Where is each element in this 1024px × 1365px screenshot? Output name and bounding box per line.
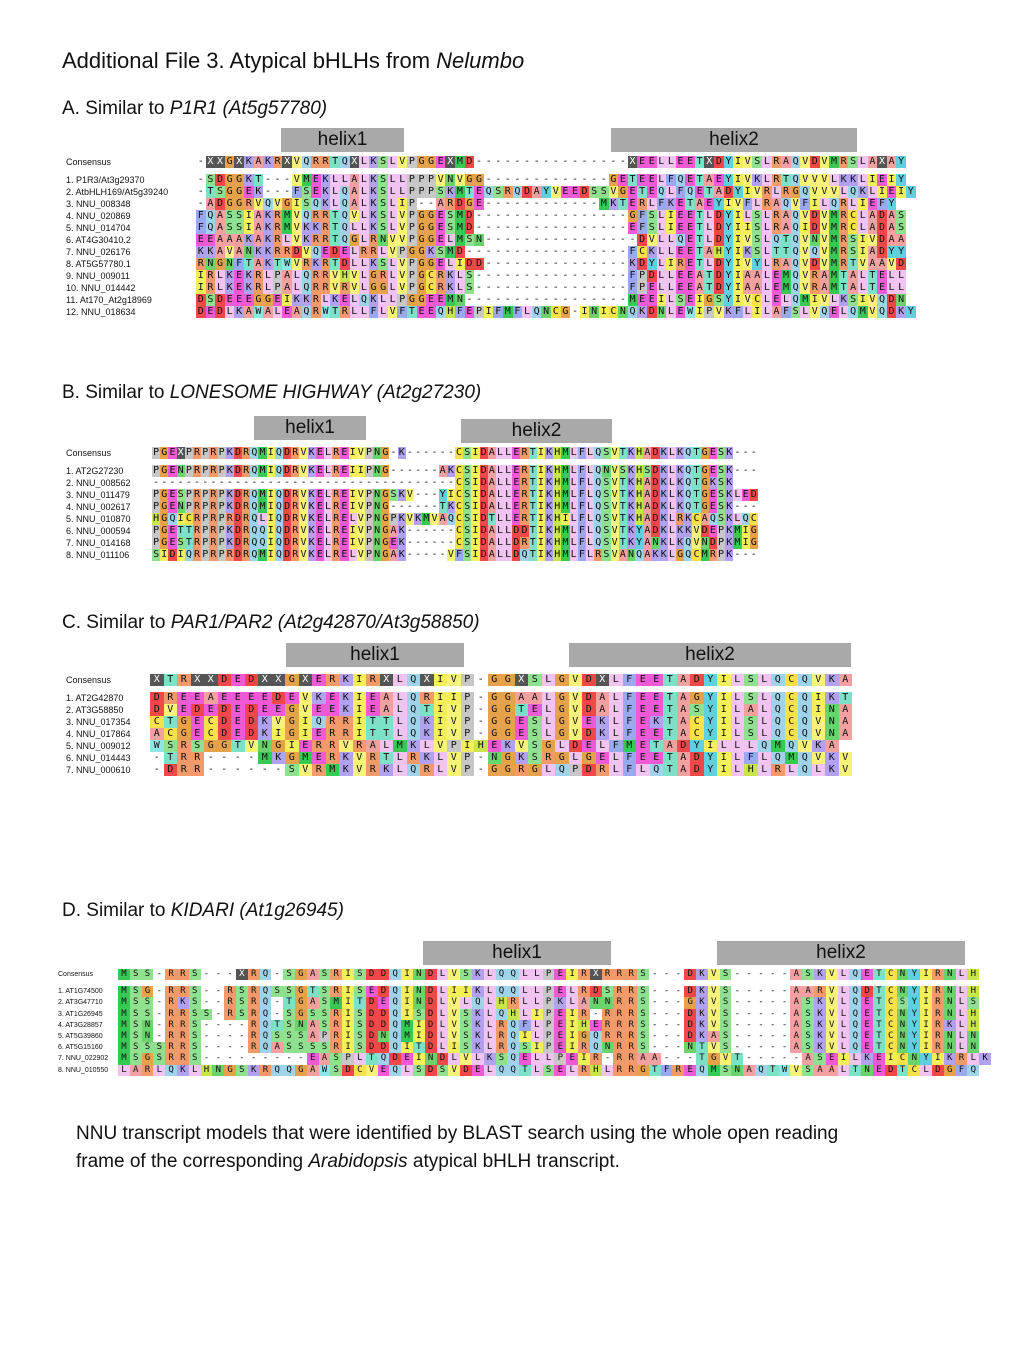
sequence-label: 9. NNU_009011 <box>66 271 130 281</box>
section-d-helix2-bar: helix2 <box>717 941 965 965</box>
consensus-row <box>66 156 916 168</box>
aligned-sequence: P G E T T R P R P K D R Q Q I Q D R V K E L R E I V P N G A K - - - - - - C S I D A L L D D T I K H M L F L Q S V T K Y A D K L K K V D E P K M I G <box>153 525 757 536</box>
sequence-row <box>66 477 758 489</box>
sequence-label: 6. NNU_000594 <box>66 526 131 536</box>
aligned-sequence: M S S - R K S - - R S R Q - T G A S M I T D E Q I N D L V L Q L H R L L P K L A N N R R S - - - G K V S - - - - - A S K V L Q E T C S Y I R N L S <box>118 997 979 1008</box>
sequence-label: 5. AT5G39860 <box>58 1033 103 1041</box>
sequence-label: 3. NNU_011479 <box>66 490 130 500</box>
aligned-sequence: D E D L K A W A L E A Q R W T R L L F L V F T E E Q H F E P I F M F L Q N C G - I N I C N Q K D N L E W I P V K F L I L A F S L V Q E L Q M V Q D K Y <box>197 306 914 317</box>
aligned-sequence: D R E E A E E E E D E V K E K I E A L Q R I I P - G G A A L G V D A L F E E T A G Y I L S L Q C Q I K T <box>150 692 852 704</box>
page-title-prefix: Additional File 3. Atypical bHLHs from <box>62 48 437 73</box>
sequence-label: 5. NNU_009012 <box>66 741 131 751</box>
sequence-label: 6. AT4G30410.2 <box>66 235 131 245</box>
consensus-sequence: - X X G X K A K R X V Q R R T Q X L K S L V P G G E X M D - - - - - - - - - - - - - - - - X E E L L E E T X D Y I V S L R A Q V D V M R S L A X A Y <box>197 156 905 167</box>
aligned-sequence: - D R R - - - - - - S V R M K V R K L Q R L V P - G G R G L Q P D R L F L Q T A D Y I L H L R L Q L K V <box>150 764 852 776</box>
sequence-label: 7. NNU_026176 <box>66 247 131 257</box>
sequence-row <box>66 174 916 186</box>
section-c-heading-gene: PAR1/PAR2 (At2g42870/At3g58850) <box>170 612 480 633</box>
aligned-sequence: P G E N P R P R P K D R Q M I Q D R V K E L R E I I P N G - - - - - - A K C S I D A L L E R T I K H M L F L Q N V S K H S D K L K Q T G E S K - - - <box>153 465 757 476</box>
page-title <box>62 48 524 74</box>
sequence-label: 2. AT3G47710 <box>58 999 103 1007</box>
aligned-sequence: I R L K E K R L P A L Q R R V R V L G G L V P G C R K L S - - - - - - - - - - - - - - - - F P E L L E E A T D Y I A A L E M Q V R A M T A L T E L L <box>197 282 905 293</box>
sequence-label: 6. NNU_014443 <box>66 753 131 763</box>
section-c-heading-prefix: C. Similar to <box>62 612 171 633</box>
sequence-row <box>66 234 916 246</box>
sequence-label: 8. NNU_010550 <box>58 1066 109 1074</box>
sequence-row <box>58 1053 991 1064</box>
sequence-row <box>66 282 916 294</box>
section-c-alignment <box>66 674 852 776</box>
sequence-row <box>66 222 916 234</box>
sequence-label: 5. NNU_010870 <box>66 514 131 524</box>
aligned-sequence: F Q A S S I A K R M V Q R R T Q V L K S L V P G G E S M D - - - - - - - - - - - - - - - - G F S L I E E T L D Y I L S L R A Q V D V M R C L A D A S <box>197 210 905 221</box>
aligned-sequence: - S D G G K T - - - V M E K L L A L K S L L P P P V N V G G - - - - - - - - - - - - - G E T E E L F Q E T A E Y I V K L R T Q V V V L K K L I E I Y <box>197 174 905 185</box>
aligned-sequence: D S D E E E G G E I K K R L K E L Q K L L P G G E E M N - - - - - - - - - - - - - - - - - M E E I L S E I G S Y I V C L E L Q M I V L K S I V Q D N <box>197 294 905 305</box>
sequence-row <box>66 752 852 764</box>
sequence-row <box>58 986 991 997</box>
section-b-helix2-bar: helix2 <box>461 419 612 443</box>
sequence-label: 1. P1R3/At3g29370 <box>66 175 145 185</box>
aligned-sequence: M S S S R R S - - - - R Q A S S S S R I S D D Q I T D L I S K L R Q S I P E I R Q N R R S - - - N T V S - - - - - A S K V L Q E T C N Y I R N L N <box>118 1042 979 1053</box>
aligned-sequence: R N G N F T A K T W V R K R T D L L K S L V P G G E L I D D - - - - - - - - - - - - - - - K D Y L I R E T L D Y I V Y L R A Q V D V M R T V A A V D <box>197 258 905 269</box>
sequence-label: 7. NNU_000610 <box>66 765 131 775</box>
aligned-sequence: P G E N P R P R P K D R Q M I Q D R V K E L R E I V P N G - - - - - - T K C S I D A L L E R T I K H M L F L Q S V T K H A D K L K Q T G E S K - - - <box>153 501 757 512</box>
sequence-row <box>66 728 852 740</box>
section-a-heading-prefix: A. Similar to <box>62 98 170 119</box>
sequence-row <box>66 258 916 270</box>
section-a-heading-gene: P1R1 (At5g57780) <box>169 98 328 119</box>
section-a-heading <box>62 98 327 120</box>
consensus-label: Consensus <box>66 448 112 458</box>
aligned-sequence: I R L K E K R L P A L Q R R V H V L G R L V P G C R K L S - - - - - - - - - - - - - - - - F P D L L E E A T D Y I A A L E M Q V R A M T A L T E L L <box>197 270 905 281</box>
consensus-label: Consensus <box>66 157 112 167</box>
sequence-label: 12. NNU_018634 <box>66 307 136 317</box>
section-c-helix2-bar: helix2 <box>569 643 851 667</box>
sequence-label: 10. NNU_014442 <box>66 283 136 293</box>
aligned-sequence: - A D G G R V Q V G I S Q K L Q A L K S L I P - - A R D G E - - - - - - - - - - - - M K T E R L F K E T A E Y I V F L R A Q V F I L Q R L I E F Y <box>197 198 895 209</box>
sequence-label: 7. NNU_022902 <box>58 1055 109 1063</box>
section-b-helix1-bar: helix1 <box>254 416 366 440</box>
sequence-label: 8. AT5G57780.1 <box>66 259 131 269</box>
footnote-line-2-prefix: frame of the corresponding <box>76 1151 309 1172</box>
sequence-row <box>66 537 758 549</box>
sequence-row <box>66 549 758 561</box>
sequence-row <box>66 465 758 477</box>
consensus-sequence: X T R X X D E D X X G X E R K I R X L Q X I V P - G G X S L G V D X L F E E T A D Y I L S L Q C Q V K A <box>150 674 852 686</box>
section-b-heading-prefix: B. Similar to <box>62 382 170 403</box>
aligned-sequence: F Q A S S I A K R M V K K R T Q L L K S L V P G G E S M D - - - - - - - - - - - - - - - - E F S L I E E T L D Y I I S L R A Q I D V M R C L A D A S <box>197 222 905 233</box>
aligned-sequence: - - - - - - - - - - - - - - - - - - - - - - - - - - - - - - - - - - - - - C S I D A L L E R T I K H M L F L Q S V T K H A D K L K Q T G K S K <box>153 477 733 488</box>
sequence-row <box>66 246 916 258</box>
section-c-heading <box>62 612 480 634</box>
sequence-row <box>66 525 758 537</box>
aligned-sequence: M S G - R R S - - R S R Q S S G T S R I S E D Q I N D L I I K L Q Q L L P E L R D S R R S - - - D K V S - - - - - A A R V L Q D T C N Y I R N L H <box>118 986 979 997</box>
sequence-label: 3. AT1G26945 <box>58 1010 103 1018</box>
footnote-line-2-suffix: atypical bHLH transcript. <box>407 1151 620 1172</box>
section-a-helix1-bar: helix1 <box>281 128 404 152</box>
sequence-row <box>66 489 758 501</box>
footnote-line-1: NNU transcript models that were identified by BLAST search using the whole open reading <box>76 1123 839 1144</box>
sequence-row <box>66 198 916 210</box>
sequence-row <box>66 740 852 752</box>
sequence-row <box>58 1031 991 1042</box>
sequence-label: 6. AT5G15160 <box>58 1044 103 1052</box>
section-d-heading <box>62 900 344 922</box>
sequence-label: 1. AT2G42870 <box>66 693 124 703</box>
aligned-sequence: - T S G G E K - - - F S E K L Q A L K S L L P P P S K M T E Q S R Q D A Y V E E D S S V G E T E Q L F Q E T A D Y I V R L R G Q V V V L Q K L I E I Y <box>197 186 914 197</box>
sequence-label: 3. NNU_008348 <box>66 199 131 209</box>
consensus-row <box>66 447 758 459</box>
footnote-line-2 <box>76 1148 956 1176</box>
footnote-line-2-genus: Arabidopsis <box>308 1151 408 1172</box>
sequence-row <box>58 997 991 1008</box>
aligned-sequence: M S N - R R S - - - - R Q T S N A S R I S D D Q M I D L V S K L R Q F L P E I H E R R R S - - - D K V S - - - - - A S K V L Q E T C N Y I R K L H <box>118 1020 979 1031</box>
consensus-sequence: M S S - R R S - - - X R Q - S G A S R I S D D Q I N D L V S K L Q Q L L P E I R X R R R S - - - D K V S - - - - - A S K V L Q E T C N Y I R N L H <box>118 969 979 980</box>
section-d-alignment <box>58 969 991 1076</box>
aligned-sequence: S I D I Q R P R P R D R Q M I Q D R V K E L R E L V P N G A K - - - - - V F S I D A L L D Q T I K H M L F L R S V A N Q A K K L G Q C M R P K - - - <box>153 549 757 560</box>
section-d-heading-gene: KIDARI (At1g26945) <box>170 900 344 921</box>
sequence-row <box>66 186 916 198</box>
sequence-label: 2. AtbHLH169/At5g39240 <box>66 187 169 197</box>
section-a-helix2-bar: helix2 <box>611 128 857 152</box>
sequence-row <box>66 210 916 222</box>
aligned-sequence: K K A V A N K K R R D V Q E D E L R R L V P G G K S M D - - - - - - - - - - - - - - - - - F C K L L E E T A H Y I K S L T T Q V Q V M R S I A D Y Y <box>197 246 905 257</box>
sequence-label: 11. At170_At2g18969 <box>66 295 152 305</box>
sequence-row <box>66 294 916 306</box>
sequence-label: 1. AT2G27230 <box>66 466 124 476</box>
sequence-label: 2. AT3G58850 <box>66 705 124 715</box>
sequence-row <box>58 1020 991 1031</box>
sequence-row <box>66 692 852 704</box>
sequence-row <box>66 704 852 716</box>
consensus-row <box>66 674 852 686</box>
section-a-alignment <box>66 156 916 318</box>
section-d-helix1-bar: helix1 <box>423 941 611 965</box>
sequence-label: 1. AT1G74500 <box>58 988 103 996</box>
aligned-sequence: M S N - R R S - - - - R Q S S S A P R I S D N Q M I D L V S K L R Q I L P E I G Q R R R S - - - D K A S - - - - - A S K V L Q E T C N Y I R N L N <box>118 1031 979 1042</box>
footnote <box>76 1120 956 1176</box>
sequence-row <box>58 1009 991 1020</box>
section-b-alignment <box>66 447 758 561</box>
sequence-label: 7. NNU_014168 <box>66 538 131 548</box>
sequence-label: 4. AT3G28857 <box>58 1021 103 1029</box>
sequence-label: 4. NNU_017864 <box>66 729 131 739</box>
aligned-sequence: C T G E C D E D K V G I Q R R I T T L Q K I V P - G G E S L G V E K L F E K T A C Y I L S L Q C Q V N A <box>150 716 852 728</box>
aligned-sequence: D V E D E D E D E E G V E E K I E A L Q T I V P - G G T E L G V D A L F E E T A S Y I L A L Q C Q I N A <box>150 704 852 716</box>
aligned-sequence: P G E S T R P R P K D R Q Q I Q D R V K E L R E I V P N G E K - - - - - - C S I D A L L D R T I K H M L F L Q S V T K Y A N K L K Q V N D P K M I G <box>153 537 757 548</box>
page-title-genus: Nelumbo <box>436 48 525 73</box>
aligned-sequence: M S G S R R S - - - - - - - - - E A S P L T Q D E I N D L V L K S Q E L L P E I R - R R A A - - - T G V T - - - - - A S E I L K E I C N Y I K R L K <box>118 1053 991 1064</box>
sequence-label: 4. NNU_020869 <box>66 211 131 221</box>
consensus-sequence: P G E X P R P R P K D R Q M I Q D R V K E L R E I V P N G - K - - - - - - C S I D A L L E R T I K H M L F L Q S V T K H A D K L K Q T G E S K - - - <box>153 447 757 458</box>
aligned-sequence: L A R L Q K L H N G S K R Q Q G A W S D C V E Q L S D S V D E L Q Q T L S E L R H L R R G T F R E Q M S N A Q T W V S A A L T N E D T C L D G F Q <box>118 1065 979 1076</box>
aligned-sequence: H G Q I C R P R P R D R Q L I Q D R V K E L R E L V P N G P K V K M V A Q C S I D T L L E R T I K H I L F L Q S V T K H A D K L R K C A Q S K L Q C <box>153 513 757 524</box>
sequence-row <box>58 1042 991 1053</box>
section-b-heading <box>62 382 481 404</box>
aligned-sequence: W S R S G G T V N G I E R R V R A L M K L V P I H E K V S G L D E L F M E T A D Y I L L L Q M Q V K A <box>150 740 839 752</box>
sequence-row <box>66 306 916 318</box>
sequence-row <box>66 764 852 776</box>
sequence-row <box>58 1065 991 1076</box>
consensus-row <box>58 969 991 980</box>
section-c-helix1-bar: helix1 <box>286 643 464 667</box>
sequence-row <box>66 501 758 513</box>
aligned-sequence: - T R R - - - - M K G M E R K V R T L R K L V P - N G K S R G L G E L F E E T A D Y I L F L Q M Q V K V <box>150 752 852 764</box>
sequence-row <box>66 270 916 282</box>
section-d-heading-prefix: D. Similar to <box>62 900 171 921</box>
sequence-label: 2. NNU_008562 <box>66 478 131 488</box>
consensus-label: Consensus <box>58 971 94 979</box>
aligned-sequence: A C G E C D E D K I G I E R R I T T L Q K I V P - G G E S L G V D K L F E E T A C Y I L S L Q C Q V N A <box>150 728 852 740</box>
aligned-sequence: P G E S P R P R P K D R Q M I Q D R V K E L R E I V P N G S K V - - - Y I C S I D A L L E R T I K H M L F L Q S V T K H A D K L K Q T G E S K L E D <box>153 489 757 500</box>
aligned-sequence: E E A A A K A K R L V K R R T Q G L R N V V P G G E L M S N - - - - - - - - - - - - - - - - D V L L Q E T L D Y I V S L Q T Q V N V M R S I V D A A <box>197 234 905 245</box>
section-b-heading-gene: LONESOME HIGHWAY (At2g27230) <box>169 382 482 403</box>
sequence-row <box>66 716 852 728</box>
sequence-label: 5. NNU_014704 <box>66 223 131 233</box>
sequence-row <box>66 513 758 525</box>
consensus-label: Consensus <box>66 675 112 685</box>
sequence-label: 4. NNU_002617 <box>66 502 131 512</box>
sequence-label: 3. NNU_017354 <box>66 717 131 727</box>
aligned-sequence: M S S - R R S S - R S R Q - S G S S R I S D D Q I S D L V S K L Q H L I P E I R - R R R S - - - D K V S - - - - - A S K V L Q E T C N Y I R N L H <box>118 1009 979 1020</box>
sequence-label: 8. NNU_011106 <box>66 550 130 560</box>
